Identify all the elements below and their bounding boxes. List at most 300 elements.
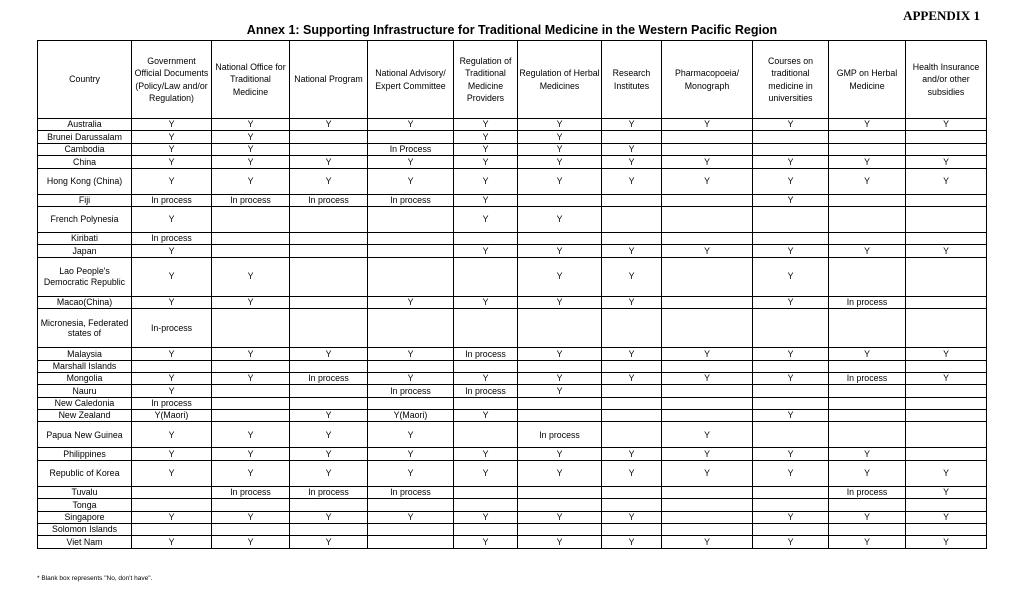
- status-cell: Y: [518, 448, 602, 460]
- table-row: [38, 131, 987, 143]
- status-cell: Y: [829, 511, 906, 523]
- status-cell: Y: [454, 119, 518, 131]
- status-cell: [132, 486, 212, 498]
- status-cell: In-process: [132, 309, 212, 348]
- status-cell: Y: [454, 460, 518, 486]
- status-cell: In process: [212, 486, 290, 498]
- table-row: [38, 486, 987, 498]
- status-cell: In process: [454, 348, 518, 360]
- status-cell: [518, 360, 602, 372]
- status-cell: Y: [212, 348, 290, 360]
- table-row: [38, 194, 987, 206]
- status-cell: [602, 499, 662, 511]
- status-cell: Y: [906, 119, 987, 131]
- status-cell: Y: [518, 245, 602, 257]
- status-cell: Y: [454, 448, 518, 460]
- status-cell: Y: [518, 143, 602, 155]
- status-cell: [290, 257, 368, 296]
- status-cell: Y: [906, 536, 987, 548]
- status-cell: [662, 499, 753, 511]
- status-cell: [662, 143, 753, 155]
- status-cell: [906, 360, 987, 372]
- status-cell: [368, 360, 454, 372]
- status-cell: [829, 385, 906, 397]
- status-cell: [454, 257, 518, 296]
- table-row: [38, 499, 987, 511]
- status-cell: [454, 486, 518, 498]
- status-cell: [829, 309, 906, 348]
- column-header: Health Insurance and/or other subsidies: [906, 41, 987, 119]
- status-cell: [906, 410, 987, 422]
- country-cell: Hong Kong (China): [38, 168, 132, 194]
- status-cell: [753, 232, 829, 244]
- country-cell: Tonga: [38, 499, 132, 511]
- status-cell: Y: [829, 536, 906, 548]
- status-cell: [906, 232, 987, 244]
- status-cell: [753, 360, 829, 372]
- status-cell: [906, 499, 987, 511]
- status-cell: Y: [368, 460, 454, 486]
- status-cell: [290, 524, 368, 536]
- status-cell: Y: [212, 372, 290, 384]
- column-header: Regulation of Traditional Medicine Providers: [454, 41, 518, 119]
- status-cell: [662, 511, 753, 523]
- table-row: [38, 257, 987, 296]
- status-cell: [602, 486, 662, 498]
- status-cell: [454, 309, 518, 348]
- status-cell: Y: [662, 460, 753, 486]
- status-cell: [662, 206, 753, 232]
- status-cell: [518, 309, 602, 348]
- status-cell: In process: [290, 486, 368, 498]
- status-cell: [906, 194, 987, 206]
- table-row: [38, 460, 987, 486]
- status-cell: [290, 232, 368, 244]
- status-cell: Y: [753, 296, 829, 308]
- status-cell: Y: [290, 448, 368, 460]
- status-cell: In process: [829, 372, 906, 384]
- column-header: Pharmacopoeia/ Monograph: [662, 41, 753, 119]
- status-cell: Y(Maori): [132, 410, 212, 422]
- status-cell: Y: [753, 536, 829, 548]
- status-cell: [368, 309, 454, 348]
- status-cell: [290, 206, 368, 232]
- table-row: [38, 422, 987, 448]
- country-cell: Solomon Islands: [38, 524, 132, 536]
- status-cell: Y: [518, 385, 602, 397]
- status-cell: Y: [518, 536, 602, 548]
- status-cell: Y: [132, 460, 212, 486]
- status-cell: Y: [132, 511, 212, 523]
- status-cell: In Process: [368, 143, 454, 155]
- status-cell: Y: [132, 348, 212, 360]
- status-cell: [518, 524, 602, 536]
- column-header: National Program: [290, 41, 368, 119]
- status-cell: Y: [906, 511, 987, 523]
- status-cell: Y: [602, 536, 662, 548]
- status-cell: [753, 524, 829, 536]
- status-cell: Y: [662, 422, 753, 448]
- column-header: Courses on traditional medicine in universities: [753, 41, 829, 119]
- status-cell: [662, 410, 753, 422]
- status-cell: [753, 206, 829, 232]
- status-cell: Y: [290, 422, 368, 448]
- status-cell: [454, 360, 518, 372]
- status-cell: Y: [602, 245, 662, 257]
- status-cell: In process: [368, 385, 454, 397]
- status-cell: [906, 309, 987, 348]
- country-cell: Tuvalu: [38, 486, 132, 498]
- status-cell: Y: [518, 119, 602, 131]
- status-cell: Y: [602, 168, 662, 194]
- status-cell: Y: [753, 168, 829, 194]
- status-cell: [212, 232, 290, 244]
- status-cell: Y: [212, 422, 290, 448]
- status-cell: Y: [906, 168, 987, 194]
- header-row: [38, 41, 987, 119]
- country-cell: Macao(China): [38, 296, 132, 308]
- status-cell: Y: [368, 348, 454, 360]
- status-cell: Y: [290, 511, 368, 523]
- status-cell: [829, 524, 906, 536]
- status-cell: [602, 206, 662, 232]
- status-cell: [518, 499, 602, 511]
- status-cell: Y: [602, 257, 662, 296]
- status-cell: [454, 499, 518, 511]
- status-cell: Y: [829, 348, 906, 360]
- status-cell: [662, 309, 753, 348]
- status-cell: [518, 232, 602, 244]
- status-cell: [906, 296, 987, 308]
- status-cell: Y: [662, 348, 753, 360]
- status-cell: [368, 245, 454, 257]
- status-cell: [602, 410, 662, 422]
- table-row: [38, 309, 987, 348]
- status-cell: Y: [753, 372, 829, 384]
- status-cell: Y: [602, 119, 662, 131]
- status-cell: Y: [662, 245, 753, 257]
- status-cell: [212, 524, 290, 536]
- status-cell: Y: [602, 511, 662, 523]
- status-cell: [753, 422, 829, 448]
- table-row: [38, 348, 987, 360]
- status-cell: Y: [753, 511, 829, 523]
- table-row: [38, 372, 987, 384]
- status-cell: Y: [753, 460, 829, 486]
- column-header: GMP on Herbal Medicine: [829, 41, 906, 119]
- table-row: [38, 168, 987, 194]
- status-cell: [829, 131, 906, 143]
- status-cell: [602, 360, 662, 372]
- country-cell: Viet Nam: [38, 536, 132, 548]
- status-cell: In process: [829, 296, 906, 308]
- status-cell: Y: [132, 372, 212, 384]
- status-cell: Y: [290, 410, 368, 422]
- status-cell: Y: [518, 348, 602, 360]
- status-cell: [906, 131, 987, 143]
- table-row: [38, 448, 987, 460]
- status-cell: [212, 360, 290, 372]
- status-cell: Y: [212, 131, 290, 143]
- status-cell: Y: [753, 257, 829, 296]
- status-cell: [132, 524, 212, 536]
- status-cell: [212, 309, 290, 348]
- status-cell: [368, 499, 454, 511]
- status-cell: [290, 397, 368, 409]
- status-cell: [906, 257, 987, 296]
- status-cell: [290, 245, 368, 257]
- status-cell: [662, 232, 753, 244]
- status-cell: Y: [454, 536, 518, 548]
- status-cell: [518, 410, 602, 422]
- country-cell: Papua New Guinea: [38, 422, 132, 448]
- status-cell: Y: [212, 460, 290, 486]
- status-cell: [662, 131, 753, 143]
- status-cell: Y: [454, 143, 518, 155]
- status-cell: Y: [662, 448, 753, 460]
- status-cell: Y: [290, 119, 368, 131]
- status-cell: [906, 385, 987, 397]
- country-cell: Marshall Islands: [38, 360, 132, 372]
- column-header: Country: [38, 41, 132, 119]
- status-cell: Y: [753, 156, 829, 168]
- status-cell: [518, 194, 602, 206]
- status-cell: [829, 360, 906, 372]
- status-cell: Y: [518, 156, 602, 168]
- status-cell: In process: [290, 194, 368, 206]
- status-cell: Y: [906, 460, 987, 486]
- status-cell: Y: [602, 372, 662, 384]
- status-cell: Y: [368, 119, 454, 131]
- status-cell: [753, 143, 829, 155]
- status-cell: [662, 296, 753, 308]
- status-cell: Y: [368, 156, 454, 168]
- status-cell: In process: [290, 372, 368, 384]
- status-cell: [602, 194, 662, 206]
- status-cell: Y: [454, 131, 518, 143]
- status-cell: Y: [212, 119, 290, 131]
- status-cell: [602, 397, 662, 409]
- status-cell: [368, 536, 454, 548]
- status-cell: Y: [290, 156, 368, 168]
- table-row: [38, 360, 987, 372]
- status-cell: Y: [906, 372, 987, 384]
- status-cell: Y: [212, 511, 290, 523]
- status-cell: [290, 360, 368, 372]
- table-row: [38, 385, 987, 397]
- status-cell: [212, 206, 290, 232]
- status-cell: [368, 232, 454, 244]
- status-cell: [290, 385, 368, 397]
- status-cell: Y: [290, 536, 368, 548]
- status-cell: In process: [368, 486, 454, 498]
- column-header: Regulation of Herbal Medicines: [518, 41, 602, 119]
- table-row: [38, 410, 987, 422]
- status-cell: In process: [132, 397, 212, 409]
- status-cell: Y: [662, 119, 753, 131]
- status-cell: Y: [518, 206, 602, 232]
- status-cell: Y: [212, 143, 290, 155]
- column-header: National Advisory/ Expert Committee: [368, 41, 454, 119]
- status-cell: [602, 232, 662, 244]
- status-cell: [829, 206, 906, 232]
- status-cell: [829, 143, 906, 155]
- status-cell: [212, 245, 290, 257]
- table-row: [38, 245, 987, 257]
- status-cell: In process: [212, 194, 290, 206]
- status-cell: Y: [368, 372, 454, 384]
- country-cell: Cambodia: [38, 143, 132, 155]
- country-cell: Nauru: [38, 385, 132, 397]
- status-cell: [662, 385, 753, 397]
- table-row: [38, 397, 987, 409]
- status-cell: Y: [906, 348, 987, 360]
- status-cell: [518, 486, 602, 498]
- status-cell: Y: [290, 348, 368, 360]
- status-cell: [906, 206, 987, 232]
- status-cell: Y: [368, 296, 454, 308]
- status-cell: [906, 524, 987, 536]
- country-cell: Singapore: [38, 511, 132, 523]
- status-cell: Y: [212, 536, 290, 548]
- status-cell: Y: [829, 448, 906, 460]
- status-cell: Y: [132, 245, 212, 257]
- status-cell: Y: [212, 156, 290, 168]
- status-cell: [290, 499, 368, 511]
- status-cell: [290, 131, 368, 143]
- status-cell: Y: [454, 296, 518, 308]
- country-cell: China: [38, 156, 132, 168]
- status-cell: [368, 206, 454, 232]
- status-cell: Y: [829, 156, 906, 168]
- document-title: Annex 1: Supporting Infrastructure for Traditional Medicine in the Western Pacific Region: [246, 23, 778, 37]
- status-cell: Y: [212, 257, 290, 296]
- status-cell: Y: [132, 119, 212, 131]
- status-cell: [829, 397, 906, 409]
- table-row: [38, 156, 987, 168]
- country-cell: Kiribati: [38, 232, 132, 244]
- status-cell: Y: [602, 156, 662, 168]
- status-cell: [662, 524, 753, 536]
- status-cell: [662, 360, 753, 372]
- status-cell: Y: [132, 448, 212, 460]
- column-header: Research Institutes: [602, 41, 662, 119]
- status-cell: [829, 194, 906, 206]
- status-cell: Y: [662, 168, 753, 194]
- country-cell: New Caledonia: [38, 397, 132, 409]
- status-cell: [829, 422, 906, 448]
- infrastructure-table: [37, 40, 987, 549]
- status-cell: [662, 397, 753, 409]
- status-cell: [368, 131, 454, 143]
- status-cell: [602, 524, 662, 536]
- status-cell: Y: [829, 245, 906, 257]
- status-cell: [829, 499, 906, 511]
- status-cell: [454, 524, 518, 536]
- status-cell: [662, 257, 753, 296]
- status-cell: Y: [906, 156, 987, 168]
- status-cell: [753, 309, 829, 348]
- status-cell: Y: [518, 168, 602, 194]
- status-cell: Y: [454, 194, 518, 206]
- status-cell: Y: [906, 486, 987, 498]
- status-cell: Y: [518, 296, 602, 308]
- status-cell: Y: [753, 245, 829, 257]
- status-cell: [753, 397, 829, 409]
- status-cell: [212, 410, 290, 422]
- country-cell: Lao People's Democratic Republic: [38, 257, 132, 296]
- status-cell: In process: [829, 486, 906, 498]
- country-cell: Republic of Korea: [38, 460, 132, 486]
- table-row: [38, 232, 987, 244]
- status-cell: Y: [132, 168, 212, 194]
- status-cell: [753, 385, 829, 397]
- status-cell: [906, 397, 987, 409]
- country-cell: Australia: [38, 119, 132, 131]
- status-cell: Y: [753, 119, 829, 131]
- status-cell: Y: [290, 460, 368, 486]
- status-cell: Y: [602, 143, 662, 155]
- status-cell: [662, 194, 753, 206]
- status-cell: Y: [602, 460, 662, 486]
- status-cell: Y: [518, 372, 602, 384]
- status-cell: [290, 143, 368, 155]
- status-cell: [132, 360, 212, 372]
- status-cell: Y: [132, 422, 212, 448]
- table-row: [38, 296, 987, 308]
- status-cell: [518, 397, 602, 409]
- status-cell: Y: [132, 296, 212, 308]
- status-cell: [753, 486, 829, 498]
- status-cell: [132, 499, 212, 511]
- status-cell: [454, 397, 518, 409]
- status-cell: [454, 422, 518, 448]
- status-cell: In process: [368, 194, 454, 206]
- status-cell: Y: [132, 536, 212, 548]
- country-cell: French Polynesia: [38, 206, 132, 232]
- status-cell: [368, 397, 454, 409]
- status-cell: Y: [132, 385, 212, 397]
- table-row: [38, 206, 987, 232]
- status-cell: [602, 131, 662, 143]
- country-cell: Japan: [38, 245, 132, 257]
- status-cell: Y: [132, 156, 212, 168]
- status-cell: Y: [829, 460, 906, 486]
- status-cell: Y: [602, 296, 662, 308]
- table-row: [38, 143, 987, 155]
- status-cell: [829, 410, 906, 422]
- status-cell: [662, 486, 753, 498]
- status-cell: In process: [518, 422, 602, 448]
- status-cell: Y: [906, 245, 987, 257]
- footnote: * Blank box represents "No, don't have".: [37, 575, 153, 582]
- country-cell: Fiji: [38, 194, 132, 206]
- status-cell: Y: [662, 156, 753, 168]
- status-cell: Y: [602, 348, 662, 360]
- status-cell: Y: [602, 448, 662, 460]
- status-cell: [212, 385, 290, 397]
- column-header: Government Official Documents (Policy/Law and/or Regulation): [132, 41, 212, 119]
- status-cell: Y: [662, 536, 753, 548]
- status-cell: [368, 524, 454, 536]
- status-cell: Y: [753, 410, 829, 422]
- country-cell: Philippines: [38, 448, 132, 460]
- column-header: National Office for Traditional Medicine: [212, 41, 290, 119]
- status-cell: In process: [132, 232, 212, 244]
- status-cell: [602, 422, 662, 448]
- status-cell: Y: [454, 410, 518, 422]
- status-cell: [368, 257, 454, 296]
